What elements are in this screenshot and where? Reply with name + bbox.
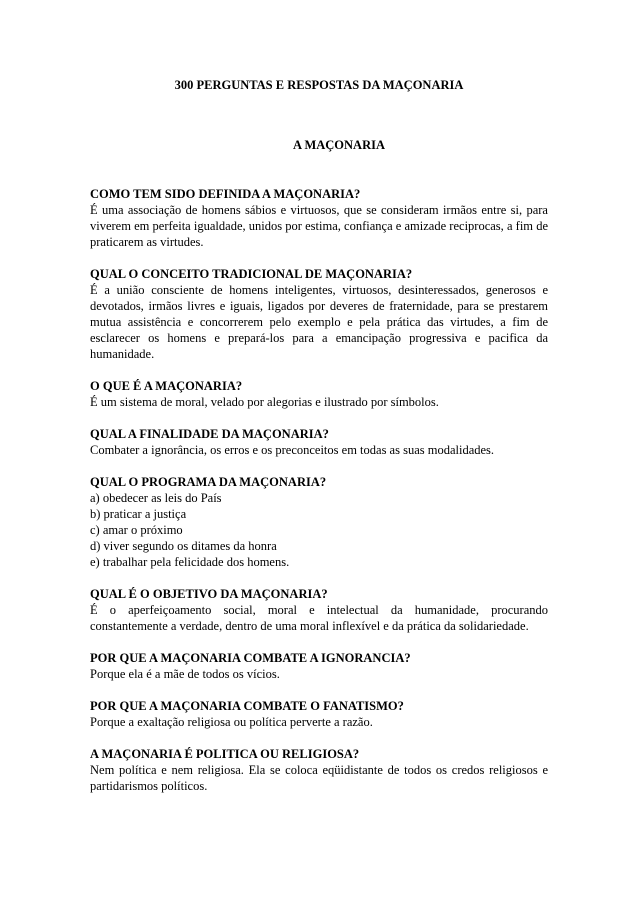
question: QUAL É O OBJETIVO DA MAÇONARIA? [90, 587, 328, 601]
question: POR QUE A MAÇONARIA COMBATE O FANATISMO? [90, 699, 404, 713]
answer: É o aperfeiçoamento social, moral e intelectual da humanidade, procurando constantemente a verdade, dentro de uma moral inflexível e da prática da solidariedade. [90, 603, 548, 633]
qa-list [90, 186, 548, 810]
document-title: 300 PERGUNTAS E RESPOSTAS DA MAÇONARIA [174, 78, 464, 92]
list-item: b) praticar a justiça [90, 507, 187, 521]
answer: É um sistema de moral, velado por alegorias e ilustrado por símbolos. [90, 395, 439, 409]
question: QUAL O CONCEITO TRADICIONAL DE MAÇONARIA? [90, 267, 413, 281]
list-item: a) obedecer as leis do País [90, 491, 222, 505]
question: A MAÇONARIA É POLITICA OU RELIGIOSA? [90, 747, 360, 761]
qa-item [90, 650, 548, 682]
question: QUAL O PROGRAMA DA MAÇONARIA? [90, 475, 327, 489]
question: POR QUE A MAÇONARIA COMBATE A IGNORANCIA? [90, 651, 411, 665]
answer: Nem política e nem religiosa. Ela se coloca eqüidistante de todos os credos religiosos e partidarismos políticos. [90, 763, 548, 793]
question: COMO TEM SIDO DEFINIDA A MAÇONARIA? [90, 187, 361, 201]
answer: É a união consciente de homens inteligentes, virtuosos, desinteressados, generosos e devotados, irmãos livres e iguais, ligados por deveres de fraternidade, para se prestarem mutua assistência e concorrerem pelo exemplo e pela prática das virtudes, a fim de esclarecer os homens e prepará-los para a emancipação progressiva e pacifica da humanidade. [90, 283, 548, 361]
list-item: e) trabalhar pela felicidade dos homens. [90, 555, 290, 569]
answer: Porque a exaltação religiosa ou política perverte a razão. [90, 715, 373, 729]
qa-item [90, 266, 548, 362]
qa-item [90, 186, 548, 250]
qa-item [90, 698, 548, 730]
section-title: A MAÇONARIA [292, 138, 385, 152]
qa-item [90, 746, 548, 794]
question: O QUE É A MAÇONARIA? [90, 379, 243, 393]
qa-item [90, 474, 548, 570]
list-item: d) viver segundo os ditames da honra [90, 539, 277, 553]
answer: Porque ela é a mãe de todos os vícios. [90, 667, 280, 681]
question: QUAL A FINALIDADE DA MAÇONARIA? [90, 427, 329, 441]
qa-item [90, 378, 548, 410]
qa-item [90, 426, 548, 458]
answer: Combater a ignorância, os erros e os preconceitos em todas as suas modalidades. [90, 443, 495, 457]
list-item: c) amar o próximo [90, 523, 183, 537]
qa-item [90, 586, 548, 634]
answer: É uma associação de homens sábios e virtuosos, que se consideram irmãos entre si, para viverem em perfeita igualdade, unidos por estima, confiança e amizade reciprocas, a fim de praticarem as virtudes. [90, 203, 548, 249]
